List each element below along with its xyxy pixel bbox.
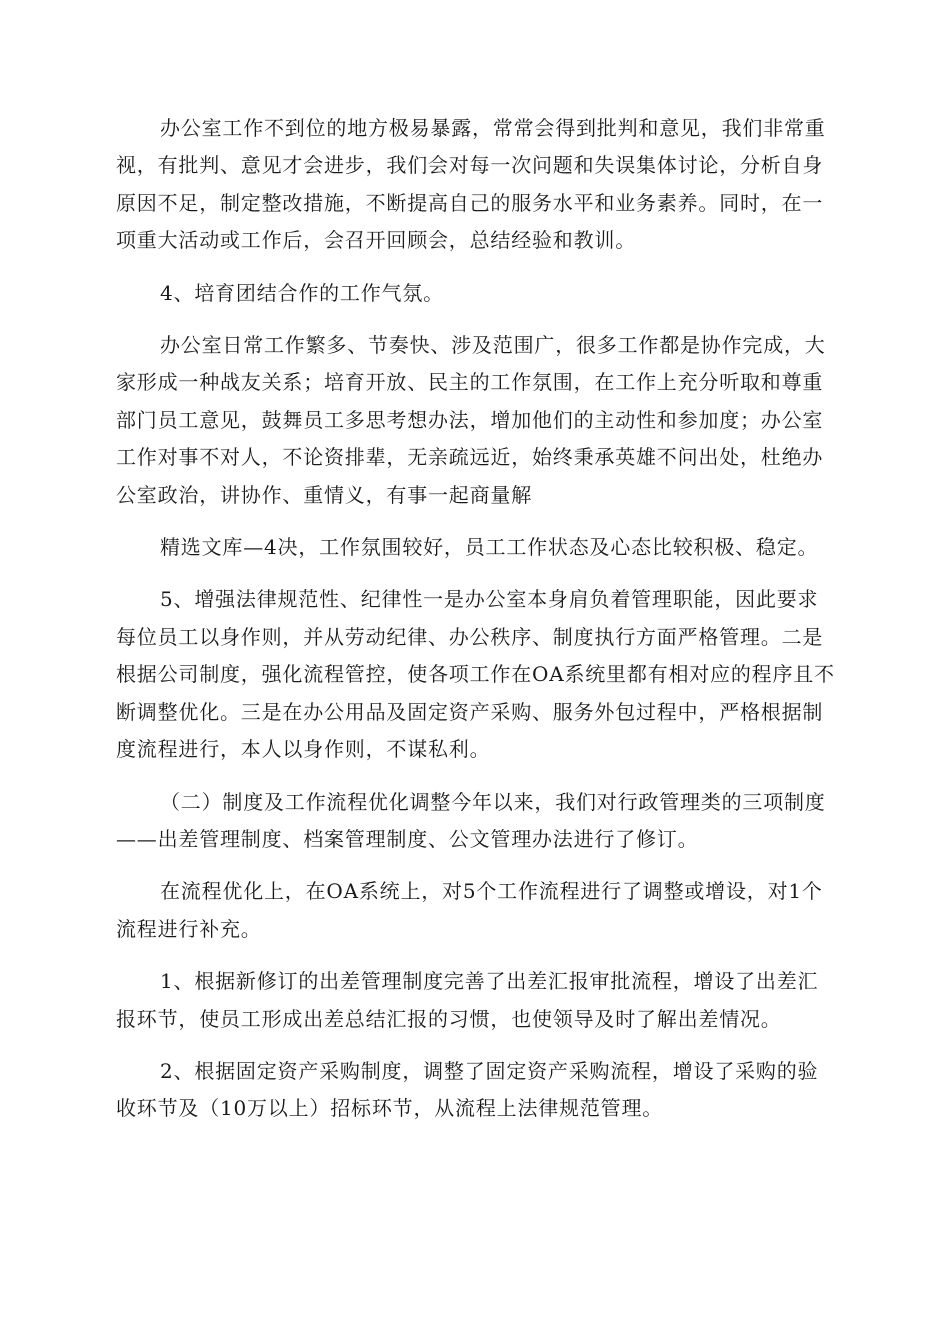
paragraph-teamwork: 办公室日常工作繁多、节奏快、涉及范围广，很多工作都是协作完成，大家形成一种战友关系；培育开放、民主的工作氛围，在工作上充分听取和尊重部门员工意见，鼓舞员工多思考想办法，增加他们的主动性和参加度；办公室工作对事不对人，不论资排辈，无亲疏远近，始终秉承英雄不问出处，杜绝办公室政治，讲协作、重情义，有事一起商量解	[116, 333, 826, 507]
paragraph-discipline: 5、增强法律规范性、纪律性一是办公室本身肩负着管理职能，因此要求每位员工以身作则，并从劳动纪律、办公秩序、制度执行方面严格管理。二是根据公司制度，强化流程管控，使各项工作在OA系统里都有相对应的程序且不断调整优化。三是在办公用品及固定资产采购、服务外包过程中，严格根据制度流程进行，本人以身作则，不谋私利。	[116, 587, 835, 762]
paragraph-process-optimization: 在流程优化上，在OA系统上，对5个工作流程进行了调整或增设，对1个流程进行补充。	[116, 879, 823, 941]
paragraph-feedback: 办公室工作不到位的地方极易暴露，常常会得到批判和意见，我们非常重视，有批判、意见才会进步，我们会对每一次问题和失误集体讨论，分析自身原因不足，制定整改措施，不断提高自己的服务水平和业务素养。同时，在一项重大活动或工作后，会召开回顾会，总结经验和教训。	[116, 116, 826, 253]
paragraph-system-revision: （二）制度及工作流程优化调整今年以来，我们对行政管理类的三项制度——出差管理制度、档案管理制度、公文管理办法进行了修订。	[116, 789, 826, 851]
heading-teamwork: 4、培育团结合作的工作气氛。	[160, 280, 444, 305]
paragraph-asset-process: 2、根据固定资产采购制度，调整了固定资产采购流程，增设了采购的验收环节及（10万以上）招标环节，从流程上法律规范管理。	[116, 1058, 819, 1121]
document-body	[116, 110, 836, 1143]
paragraph-travel-process: 1、根据新修订的出差管理制度完善了出差汇报审批流程，增设了出差汇报环节，使员工形成出差总结汇报的习惯，也使领导及时了解出差情况。	[116, 969, 819, 1031]
paragraph-atmosphere: 精选文库—4决，工作氛围较好，员工工作状态及心态比较积极、稳定。	[160, 535, 819, 560]
